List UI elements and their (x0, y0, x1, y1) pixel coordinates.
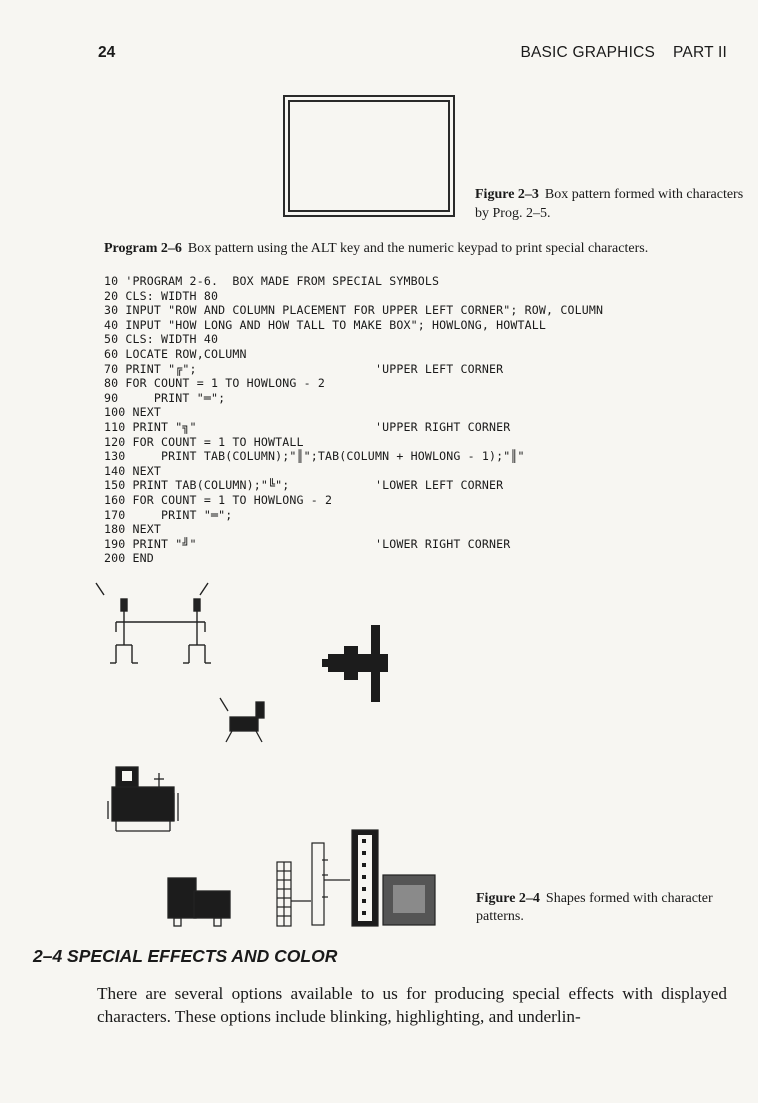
airplane-shape (322, 625, 388, 702)
figure-2-4-label: Figure 2–4 (476, 891, 540, 906)
code-line: 50 CLS: WIDTH 40 (104, 332, 219, 347)
figure-2-3-label: Figure 2–3 (475, 187, 539, 202)
code-line: 60 LOCATE ROW,COLUMN (104, 346, 247, 361)
code-line: 160 FOR COUNT = 1 TO HOWLONG - 2 (104, 492, 333, 507)
code-line: 90 PRINT "═"; (104, 390, 226, 405)
code-line: 10 'PROGRAM 2-6. BOX MADE FROM SPECIAL SYMBOLS (104, 274, 440, 288)
code-line: 120 FOR COUNT = 1 TO HOWTALL (104, 434, 304, 449)
program-2-6-text: Box pattern using the ALT key and the numeric keypad to print special characters. (187, 241, 649, 256)
locomotive-shape (108, 767, 178, 831)
dog-shape (220, 698, 264, 742)
code-line: 20 CLS: WIDTH 80 (104, 288, 219, 303)
code-line: 130 PRINT TAB(COLUMN);"║";TAB(COLUMN + HOWLONG - 1);"║" (104, 449, 525, 464)
code-line: 180 NEXT (104, 522, 162, 537)
code-line: 80 FOR COUNT = 1 TO HOWLONG - 2 (104, 376, 326, 391)
figure-2-4-text: Shapes formed with character patterns. (476, 891, 713, 924)
figure-2-3-text: Box pattern formed with characters by Prog. 2–5. (475, 187, 744, 221)
body-paragraph: There are several options available to us for producing special effects with displayed characters. These options include blinking, highlighting, and underlin- (97, 984, 727, 1026)
program-2-6-label: Program 2–6 (104, 241, 182, 256)
code-line: 150 PRINT TAB(COLUMN);"╚"; 'LOWER LEFT CORNER (104, 478, 504, 493)
code-line: 70 PRINT "╔"; 'UPPER LEFT CORNER (104, 361, 504, 376)
code-line: 170 PRINT "═"; (104, 507, 233, 522)
code-line: 40 INPUT "HOW LONG AND HOW TALL TO MAKE BOX"; HOWLONG, HOWTALL (104, 317, 547, 332)
code-line: 200 END (104, 551, 154, 566)
figure-2-3-caption (475, 185, 745, 223)
character-shapes-figure (90, 575, 490, 935)
city-skyline-shape (277, 830, 435, 926)
code-line: 110 PRINT "╗" 'UPPER RIGHT CORNER (104, 419, 511, 434)
program-listing (104, 274, 603, 566)
page-number: 24 (98, 44, 116, 61)
code-line: 140 NEXT (104, 463, 162, 478)
running-head: BASIC GRAPHICS PART II (520, 44, 727, 61)
car-shape (168, 878, 230, 926)
code-line: 100 NEXT (104, 405, 162, 420)
code-line: 30 INPUT "ROW AND COLUMN PLACEMENT FOR UPPER LEFT CORNER"; ROW, COLUMN (104, 303, 604, 318)
stick-figure-left (96, 583, 160, 663)
program-2-6-caption (104, 241, 648, 257)
code-line: 190 PRINT "╝" 'LOWER RIGHT CORNER (104, 536, 511, 551)
box-pattern-figure (283, 95, 455, 217)
stick-figure-right (160, 583, 211, 663)
section-heading: 2–4 SPECIAL EFFECTS AND COLOR (33, 946, 338, 966)
figure-2-4-caption (476, 890, 746, 926)
